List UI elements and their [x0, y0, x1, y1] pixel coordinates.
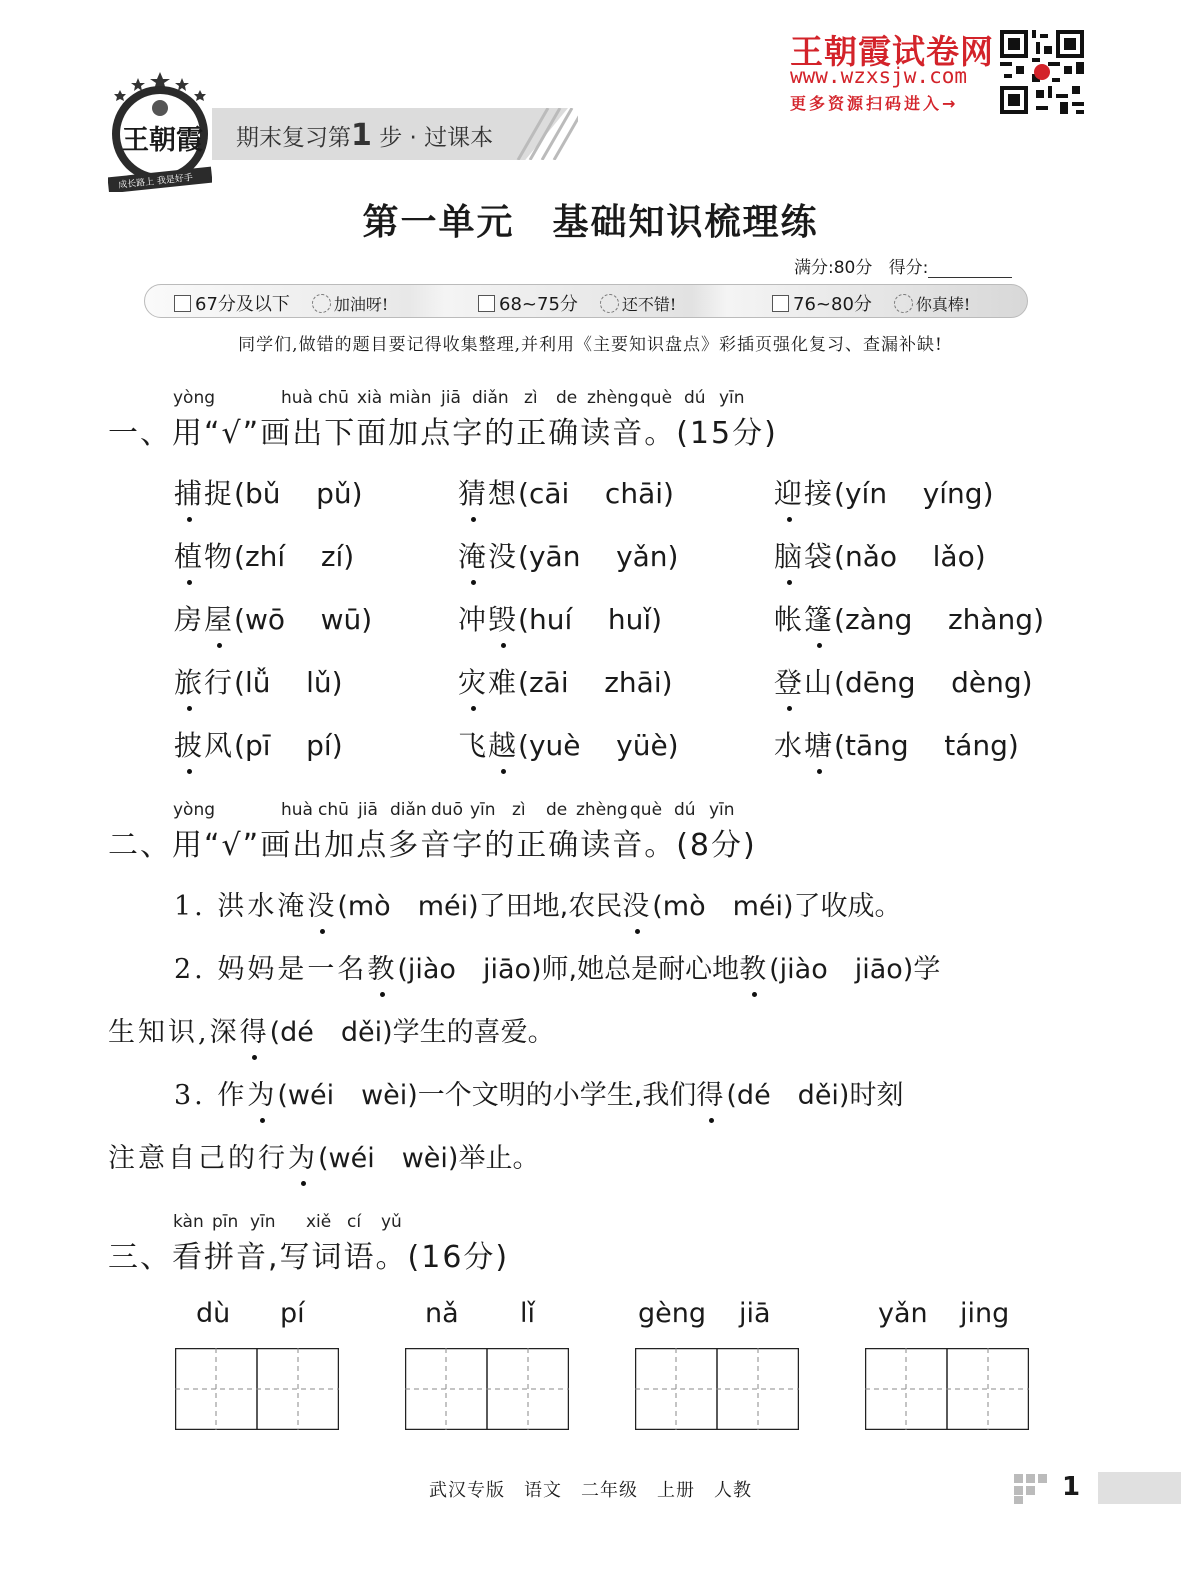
text[interactable]: (mò méi)了收成。: [652, 891, 902, 922]
banner-post: 步 · 过课本: [379, 125, 494, 151]
text[interactable]: (wéi wèi)举止。: [318, 1143, 540, 1174]
text: 注意自己的行: [108, 1143, 288, 1174]
text: 生知识,深: [108, 1017, 240, 1048]
writing-grid-4[interactable]: [865, 1348, 1029, 1430]
pinyin: yīn: [719, 388, 745, 408]
word-pinyin-1b: pí: [280, 1298, 305, 1329]
text[interactable]: (jiào jiāo)学: [769, 954, 941, 985]
sentence-2: [174, 947, 940, 986]
dotted-char: 灾: [458, 666, 489, 699]
dotted-char: 得: [239, 1017, 270, 1048]
pinyin: huà: [281, 800, 313, 820]
rating-option-1: [174, 290, 388, 316]
pinyin: zhèng: [576, 800, 628, 820]
dotted-char: 植: [174, 540, 205, 573]
word-pinyin-3a: gèng: [638, 1298, 707, 1329]
section-2-heading: 二、用“√”画出加点多音字的正确读音。(8分): [108, 828, 757, 863]
rating-2-cheer: 还不错!: [621, 294, 677, 314]
sentence-3-cont: [108, 1136, 539, 1175]
word-pinyin-2b: lǐ: [520, 1298, 536, 1329]
smile-icon: [600, 294, 619, 313]
text: 1. 洪水淹: [174, 891, 308, 922]
dotted-char: 没: [307, 891, 338, 922]
writing-grid-3[interactable]: [635, 1348, 799, 1430]
pinyin: cí: [347, 1212, 362, 1232]
word-pinyin-2a: nǎ: [425, 1298, 459, 1329]
dotted-char: 披: [174, 729, 205, 762]
option-1[interactable]: bǔ: [244, 477, 281, 510]
word-item: 捕捉(bǔ pǔ): [174, 477, 363, 510]
word-pinyin-1a: dù: [196, 1298, 231, 1329]
option-1[interactable]: tāng: [844, 729, 909, 762]
banner-step-number: 1: [351, 118, 372, 153]
dotted-char: 屋: [204, 603, 235, 636]
option-2[interactable]: yíng: [922, 477, 983, 510]
rating-2-range: 68~75分: [499, 294, 578, 315]
pinyin: kàn: [173, 1212, 204, 1232]
char: 难: [488, 666, 519, 699]
pinyin: yǔ: [381, 1212, 402, 1232]
option-2[interactable]: zhàng: [947, 603, 1034, 636]
pinyin: què: [630, 800, 663, 820]
pinyin: yòng: [173, 800, 216, 820]
dotted-char: 教: [739, 954, 770, 985]
option-1[interactable]: yín: [844, 477, 888, 510]
word-item: 水塘(tāng táng): [774, 729, 1019, 762]
option-2[interactable]: dèng: [951, 666, 1022, 699]
word-item: 植物(zhí zí): [174, 540, 355, 573]
option-2[interactable]: wū: [320, 603, 362, 636]
char: 物: [204, 540, 235, 573]
study-tip: 同学们,做错的题目要记得收集整理,并利用《主要知识盘点》彩插页强化复习、查漏补缺!: [238, 335, 943, 355]
text[interactable]: (mò méi)了田地,农民: [337, 891, 623, 922]
word-item: 帐篷(zàng zhàng): [774, 603, 1045, 636]
word-item: 冲毁(huí huǐ): [458, 603, 663, 636]
text: 2. 妈妈是一名: [174, 954, 368, 985]
pinyin: yīn: [709, 800, 735, 820]
dotted-char: 为: [288, 1143, 318, 1174]
smile-icon: [894, 294, 913, 313]
rating-2-checkbox[interactable]: [478, 295, 495, 312]
banner-pre: 期末复习第: [236, 125, 351, 151]
sentence-3: [174, 1073, 903, 1112]
pinyin: de: [556, 388, 578, 408]
dotted-char: 得: [696, 1080, 727, 1111]
pinyin: huà: [281, 388, 313, 408]
option-1[interactable]: dēng: [844, 666, 916, 699]
rating-1-cheer: 加油呀!: [333, 294, 389, 314]
char: 山: [804, 666, 835, 699]
dotted-char: 淹: [458, 540, 489, 573]
full-score: 满分:80分: [794, 258, 873, 278]
option-1[interactable]: zāi: [528, 666, 569, 699]
option-2[interactable]: zhāi: [604, 666, 662, 699]
step-banner-text: [236, 118, 493, 153]
word-item: 登山(dēng dèng): [774, 666, 1033, 699]
writing-grid-2[interactable]: [405, 1348, 569, 1430]
word-item: 披风(pī pí): [174, 729, 343, 762]
pinyin: yīn: [470, 800, 496, 820]
pinyin: jiā: [358, 800, 378, 820]
pinyin: jiā: [441, 388, 461, 408]
char: 水: [774, 729, 805, 762]
option-2[interactable]: yǎn: [616, 540, 668, 573]
text[interactable]: (dé děi)学生的喜爱。: [269, 1017, 555, 1048]
brand-url[interactable]: www.wzxsjw.com: [790, 64, 968, 88]
word-item: 脑袋(nǎo lǎo): [774, 540, 986, 573]
sentence-1: [174, 884, 902, 923]
pinyin: chū: [318, 388, 349, 408]
score-line: [794, 253, 1012, 278]
pinyin: zì: [524, 388, 538, 408]
rating-option-2: [478, 290, 676, 316]
rating-1-checkbox[interactable]: [174, 295, 191, 312]
option-1[interactable]: zhí: [244, 540, 286, 573]
option-1[interactable]: wō: [244, 603, 285, 636]
option-2[interactable]: pǔ: [316, 477, 352, 510]
rating-3-range: 76~80分: [793, 294, 872, 315]
option-1[interactable]: zàng: [844, 603, 913, 636]
word-item: 灾难(zāi zhāi): [458, 666, 673, 699]
dotted-char: 脑: [774, 540, 805, 573]
word-item: 房屋(wō wū): [174, 603, 373, 636]
pinyin: yīn: [250, 1212, 276, 1232]
char: 接: [804, 477, 835, 510]
option-1[interactable]: yān: [528, 540, 581, 573]
page-corner-decoration: [1014, 1474, 1054, 1504]
brand-title: 王朝霞试卷网: [790, 32, 994, 71]
option-2[interactable]: zí: [320, 540, 344, 573]
text[interactable]: (jiào jiāo)师,她总是耐心地: [397, 954, 740, 985]
option-2[interactable]: huǐ: [607, 603, 652, 636]
char: 袋: [804, 540, 835, 573]
dotted-char: 迎: [774, 477, 805, 510]
char: 飞: [458, 729, 489, 762]
page-title: 第一单元 基础知识梳理练: [362, 202, 819, 243]
banner-stripes-decoration: [508, 108, 578, 160]
pinyin: dú: [684, 388, 706, 408]
page-tab-decoration: [1098, 1472, 1181, 1504]
section-3-heading: 三、看拼音,写词语。(16分): [108, 1240, 510, 1275]
option-1[interactable]: lǚ: [244, 666, 271, 699]
rating-3-checkbox[interactable]: [772, 295, 789, 312]
option-1[interactable]: yuè: [528, 729, 581, 762]
score-label: 得分:: [888, 258, 929, 278]
dotted-char: 篷: [804, 603, 835, 636]
option-2[interactable]: pí: [306, 729, 332, 762]
option-2[interactable]: chāi: [604, 477, 663, 510]
score-input-blank[interactable]: [928, 261, 1012, 278]
word-pinyin-4a: yǎn: [878, 1298, 928, 1329]
pinyin: xiě: [306, 1212, 332, 1232]
char: 想: [488, 477, 519, 510]
word-item: 淹没(yān yǎn): [458, 540, 679, 573]
word-item: 猜想(cāi chāi): [458, 477, 674, 510]
pinyin: duō: [431, 800, 463, 820]
page-number: 1: [1062, 1472, 1081, 1502]
char: 帐: [774, 603, 805, 636]
dotted-char: 塘: [804, 729, 835, 762]
dotted-char: 旅: [174, 666, 205, 699]
option-1[interactable]: nǎo: [844, 540, 898, 573]
option-1[interactable]: pī: [244, 729, 271, 762]
pinyin: de: [546, 800, 568, 820]
writing-grid-1[interactable]: [175, 1348, 339, 1430]
pinyin: què: [640, 388, 673, 408]
qr-code-icon[interactable]: [1000, 30, 1084, 114]
char: 冲: [458, 603, 489, 636]
char: 房: [174, 603, 205, 636]
dotted-char: 没: [622, 891, 653, 922]
char: 没: [488, 540, 519, 573]
text: 3. 作: [174, 1080, 248, 1111]
pinyin: xià: [357, 388, 383, 408]
pinyin: yòng: [173, 388, 216, 408]
char: 风: [204, 729, 235, 762]
option-2[interactable]: lǎo: [932, 540, 975, 573]
badge-subtitle: 成长路上 我是好手: [117, 173, 194, 191]
pinyin: zì: [512, 800, 526, 820]
footer-edition: 武汉专版 语文 二年级 上册 人教: [429, 1480, 752, 1501]
pinyin: dú: [674, 800, 696, 820]
char: 捉: [204, 477, 235, 510]
pinyin: diǎn: [472, 388, 509, 408]
dotted-char: 毁: [488, 603, 519, 636]
word-pinyin-3b: jiā: [739, 1298, 771, 1329]
dotted-char: 为: [247, 1080, 278, 1111]
pinyin: diǎn: [390, 800, 427, 820]
option-1[interactable]: huí: [528, 603, 573, 636]
dotted-char: 猜: [458, 477, 489, 510]
option-1[interactable]: cāi: [528, 477, 570, 510]
word-item: 飞越(yuè yüè): [458, 729, 679, 762]
pinyin: zhèng: [587, 388, 639, 408]
option-2[interactable]: lǔ: [306, 666, 332, 699]
word-item: 迎接(yín yíng): [774, 477, 994, 510]
smile-icon: [312, 294, 331, 313]
char: 行: [204, 666, 235, 699]
brand-more-resources: 更多资源扫码进入→: [790, 94, 959, 113]
dotted-char: 越: [488, 729, 519, 762]
word-item: 旅行(lǚ lǔ): [174, 666, 343, 699]
sentence-2-cont: [108, 1010, 555, 1049]
rating-1-range: 67分及以下: [195, 294, 290, 315]
dotted-char: 捕: [174, 477, 205, 510]
option-2[interactable]: táng: [944, 729, 1008, 762]
pinyin: miàn: [389, 388, 432, 408]
text[interactable]: (dé děi)时刻: [726, 1080, 904, 1111]
word-pinyin-4b: jing: [960, 1298, 1010, 1329]
pinyin: chū: [318, 800, 349, 820]
rating-option-3: [772, 290, 970, 316]
dotted-char: 登: [774, 666, 805, 699]
text[interactable]: (wéi wèi)一个文明的小学生,我们: [277, 1080, 697, 1111]
rating-3-cheer: 你真棒!: [915, 294, 971, 314]
section-1-heading: 一、用“√”画出下面加点字的正确读音。(15分): [108, 416, 778, 451]
option-2[interactable]: yüè: [616, 729, 668, 762]
badge-name: 王朝霞: [122, 125, 203, 156]
dotted-char: 教: [367, 954, 398, 985]
pinyin: pīn: [212, 1212, 239, 1232]
